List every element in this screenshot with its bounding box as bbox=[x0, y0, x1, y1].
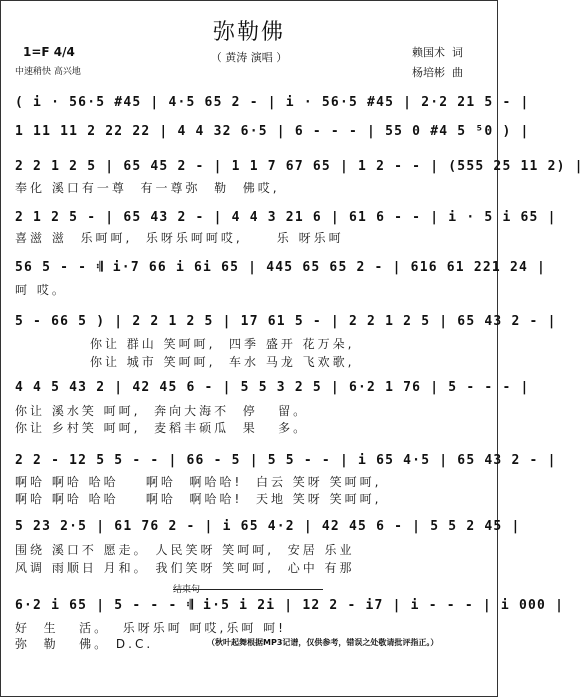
lyric-row-10a: 好 生 活。 乐呀乐呵 呵哎,乐呵 呵! bbox=[15, 621, 286, 635]
score-row-4: 2 1 2 5 - | 65 43 2 - | 4 4 3 21 6 | 61 6 - - | i · 5 i 65 | bbox=[15, 210, 557, 225]
ending-bracket-line bbox=[173, 589, 323, 590]
lyricist-credit: 赖国术 词 bbox=[412, 46, 463, 59]
lyric-row-7a: 你让 溪水笑 呵呵, 奔向大海不 停 留。 bbox=[15, 404, 309, 418]
lyric-row-6b: 你让 城市 笑呵呵, 车水 马龙 飞欢歌, bbox=[15, 355, 355, 369]
score-row-6: 5 - 66 5 ) | 2 2 1 2 5 | 17 61 5 - | 2 2 1 2 5 | 65 43 2 - | bbox=[15, 314, 557, 329]
score-row-8: 2 2 - 12 5 5 - - | 66 - 5 | 5 5 - - | i 65 4·5 | 65 43 2 - | bbox=[15, 453, 557, 468]
score-row-1: ( i · 56·5 #45 | 4·5 65 2 - | i · 56·5 #45 | 2·2 21 5 - | bbox=[15, 95, 530, 110]
lyric-row-3: 奉化 溪口有一尊 有一尊弥 勒 佛哎, bbox=[15, 181, 280, 195]
lyric-row-8a: 啊哈 啊哈 哈哈 啊哈 啊哈哈! 白云 笑呀 笑呵呵, bbox=[15, 475, 382, 489]
transcription-footnote: （秋叶起舞根据MP3记谱，仅供参考，错误之处敬请批评指正。） bbox=[207, 638, 439, 647]
song-title: 弥勒佛 bbox=[212, 20, 285, 45]
singer-label: （ 黄涛 演唱 ） bbox=[210, 51, 288, 64]
ending-label: 结束句 bbox=[173, 585, 201, 595]
score-row-2: 1 11 11 2 22 22 | 4 4 32 6·5 | 6 - - - | 55 0 #4 5 ⁵0 ) | bbox=[15, 124, 530, 139]
lyric-row-4: 喜滋 滋 乐呵呵, 乐呀乐呵呵哎, 乐 呀乐呵 bbox=[15, 231, 344, 245]
lyric-row-10b: 弥 勒 佛。 D.C. bbox=[15, 637, 154, 651]
tempo-marking: 中速稍快 高兴地 bbox=[15, 67, 81, 77]
score-row-7: 4 4 5 43 2 | 42 45 6 - | 5 5 3 2 5 | 6·2 1 76 | 5 - - - | bbox=[15, 380, 530, 395]
score-row-10: 6·2 i 65 | 5 - - - 𝄇 i·5 i 2i | 12 2 - i7 | i - - - | i 000 | bbox=[15, 598, 565, 613]
lyric-row-9b: 风调 雨顺日 月和。 我们笑呀 笑呵呵, 心中 有那 bbox=[15, 561, 355, 575]
score-row-3: 2 2 1 2 5 | 65 45 2 - | 1 1 7 67 65 | 1 2 - - | (555 25 11 2) | bbox=[15, 159, 584, 174]
lyric-row-9a: 围绕 溪口不 愿走。 人民笑呀 笑呵呵, 安居 乐业 bbox=[15, 543, 355, 557]
credits bbox=[412, 43, 463, 83]
lyric-row-8b: 啊哈 啊哈 哈哈 啊哈 啊哈哈! 天地 笑呀 笑呵呵, bbox=[15, 492, 382, 506]
key-signature: 1=F 4/4 bbox=[23, 45, 75, 59]
score-row-9: 5 23 2·5 | 61 76 2 - | i 65 4·2 | 42 45 6 - | 5 5 2 45 | bbox=[15, 519, 521, 534]
score-row-5: 56 5 - - 𝄇 i·7 66 i 6i 65 | 445 65 65 2 - | 616 61 221 24 | bbox=[15, 260, 547, 275]
lyric-row-7b: 你让 乡村笑 呵呵, 麦稻丰硕瓜 果 多。 bbox=[15, 421, 309, 435]
lyric-row-6a: 你让 群山 笑呵呵, 四季 盛开 花万朵, bbox=[15, 337, 355, 351]
lyric-row-5: 呵 哎。 bbox=[15, 283, 67, 297]
composer-credit: 杨培彬 曲 bbox=[412, 66, 463, 79]
